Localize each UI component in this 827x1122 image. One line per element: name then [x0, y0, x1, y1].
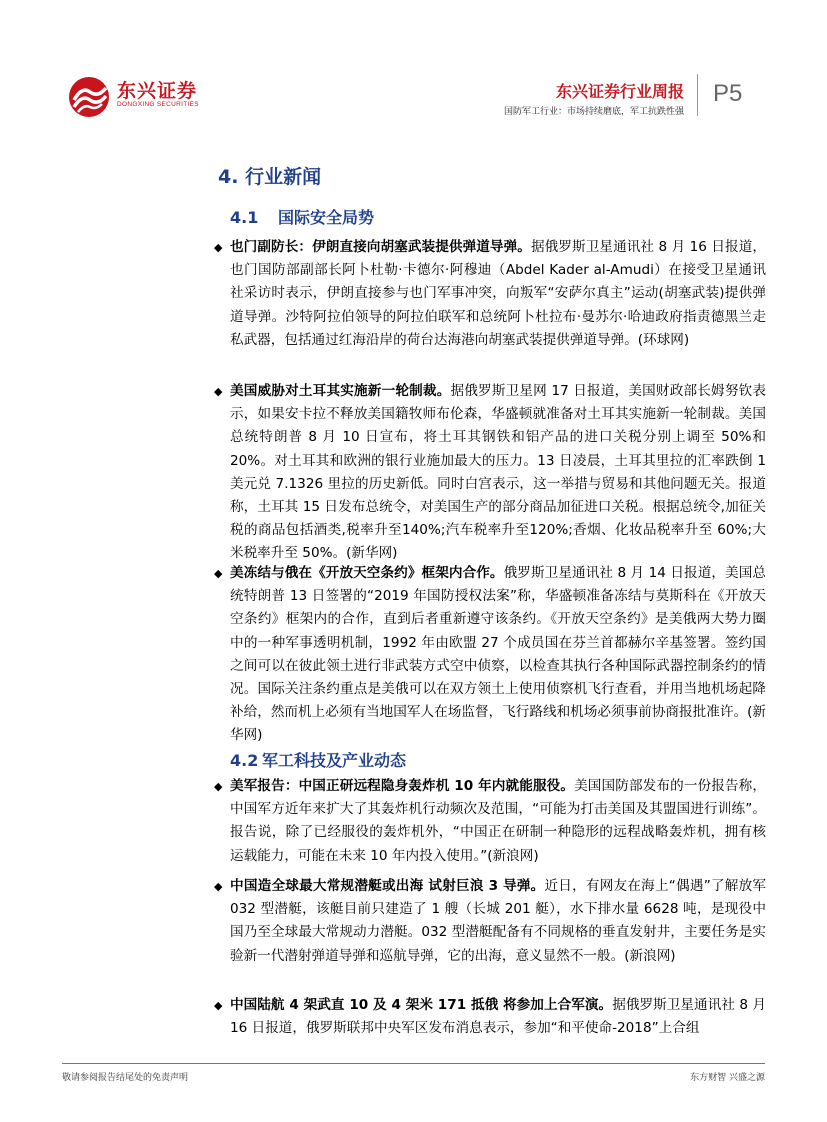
company-logo	[68, 76, 198, 118]
subsection-heading-4-1	[230, 205, 374, 228]
diamond-bullet-icon: ◆	[214, 241, 223, 254]
news-headline: 中国陆航 4 架武直 10 及 4 架米 171 抵俄 将参加上合军演。	[230, 997, 613, 1013]
news-item	[214, 775, 766, 868]
diamond-bullet-icon: ◆	[214, 780, 223, 793]
logo-mark-icon	[68, 76, 112, 118]
logo-text-en: DONGXING SECURITIES	[117, 101, 199, 108]
subsection-title: 军工科技及产业动态	[262, 751, 407, 770]
news-body: 据俄罗斯卫星通讯社 8 月 16 日报道，也门国防部副部长阿卜杜勒·卡德尔·阿穆迪（Abdel Kader al-Amudi）在接受卫星通讯社采访时表示，伊朗直接参与也门军事冲突，向叛军“安萨尔真主”运动(胡塞武装)提供弹道导弹。沙特阿拉伯领导的阿拉伯联军和总统阿卜杜拉布·曼苏尔·哈迪政府指责德黑兰走私武器，包括通过红海沿岸的荷台达海港向胡塞武装提供弹道导弹。(环球网)	[230, 239, 767, 348]
subsection-title: 国际安全局势	[278, 208, 375, 227]
subsection-number: 4.2	[230, 751, 259, 770]
news-headline: 美国威胁对土耳其实施新一轮制裁。	[230, 383, 451, 399]
news-item	[214, 236, 766, 352]
news-body: 近日，有网友在海上“偶遇”了解放军 032 型潜艇，该艇目前只建造了 1 艘（长城 201 艇），水下排水量 6628 吨，是现役中国乃至全球最大常规动力潜艇。032 型潜艇配备有不同规格的垂直发射井，主要任务是实验新一代潜射弹道导弹和巡航导弹，它的出海，意义显然不一般。(新浪网)	[230, 878, 766, 964]
news-body: 据俄罗斯卫星网 17 日报道，美国财政部长姆努钦表示，如果安卡拉不释放美国籍牧师布伦森，华盛顿就准备对土耳其实施新一轮制裁。美国总统特朗普 8 月 10 日宣布，将土耳其钢铁和铝产品的进口关税分别上调至 50%和 20%。对土耳其和欧洲的银行业施加最大的压力。13 日凌晨，土耳其里拉的汇率跌倒 1 美元兑 7.1326 里拉的历史新低。同时白宫表示，这一举措与贸易和其他问题无关。报道称，土耳其 15 日发布总统令，对美国生产的部分商品加征进口关税。根据总统令,加征关税的商品包括酒类,税率升至140%;汽车税率升至120%;香烟、化妆品税率升至 60%;大米税率升至 50%。(新华网)	[230, 383, 766, 562]
news-item	[214, 875, 766, 968]
footer-slogan: 东方财智 兴盛之源	[690, 1073, 765, 1083]
report-subtitle: 国防军工行业：市场持续磨底，军工抗跌性强	[503, 107, 684, 117]
report-title: 东兴证券行业周报	[555, 82, 684, 101]
news-item	[214, 380, 766, 566]
header-divider	[697, 74, 698, 116]
subsection-number: 4.1	[230, 208, 259, 227]
news-body: 美国国防部发布的一份报告称，中国军方近年来扩大了其轰炸机行动频次及范围，“可能为打击美国及其盟国进行训练”。报告说，除了已经服役的轰炸机外，“中国正在研制一种隐形的远程战略轰炸机，拥有核运载能力，可能在未来 10 年内投入使用。”(新浪网)	[230, 778, 766, 864]
news-body: 据俄罗斯卫星通讯社 8 月 16 日报道，俄罗斯联邦中央军区发布消息表示，参加“和平使命-2018”上合组	[230, 997, 766, 1037]
section-title: 行业新闻	[245, 166, 322, 188]
news-headline: 美军报告：中国正研远程隐身轰炸机 10 年内就能服役。	[230, 778, 575, 794]
footer-divider	[62, 1063, 765, 1064]
news-headline: 中国造全球最大常规潜艇或出海 试射巨浪 3 导弹。	[230, 878, 545, 894]
news-headline: 也门副防长：伊朗直接向胡塞武装提供弹道导弹。	[230, 239, 531, 255]
news-item	[214, 562, 766, 748]
news-item	[214, 994, 766, 1040]
page-header	[0, 0, 827, 130]
footer-disclaimer: 敬请参阅报告结尾处的免责声明	[62, 1073, 189, 1083]
news-headline: 美冻结与俄在《开放天空条约》框架内合作。	[230, 565, 504, 581]
page-number: P5	[713, 80, 743, 107]
section-number: 4.	[218, 166, 239, 188]
news-body: 俄罗斯卫星通讯社 8 月 14 日报道，美国总统特朗普 13 日签署的“2019 年国防授权法案”称，华盛顿准备冻结与莫斯科在《开放天空条约》框架内的合作，直到后者重新遵守该条约。《开放天空条约》是美俄两大势力圈中的一种军事透明机制，1992 年由欧盟 27 个成员国在芬兰首都赫尔辛基签署。签约国之间可以在彼此领土进行非武装方式空中侦察，以检查其执行各种国际武器控制条约的情况。国际关注条约重点是美俄可以在双方领土上使用侦察机飞行查看，并用当地机场起降补给，然而机上必须有当地国军人在场监督，飞行路线和机场必须事前协商报批准许。(新华网)	[230, 565, 767, 744]
logo-text-cn: 东兴证券	[117, 80, 198, 102]
subsection-heading-4-2	[230, 748, 406, 771]
section-heading	[218, 162, 321, 189]
diamond-bullet-icon: ◆	[214, 999, 223, 1012]
diamond-bullet-icon: ◆	[214, 880, 223, 893]
diamond-bullet-icon: ◆	[214, 567, 223, 580]
diamond-bullet-icon: ◆	[214, 385, 223, 398]
